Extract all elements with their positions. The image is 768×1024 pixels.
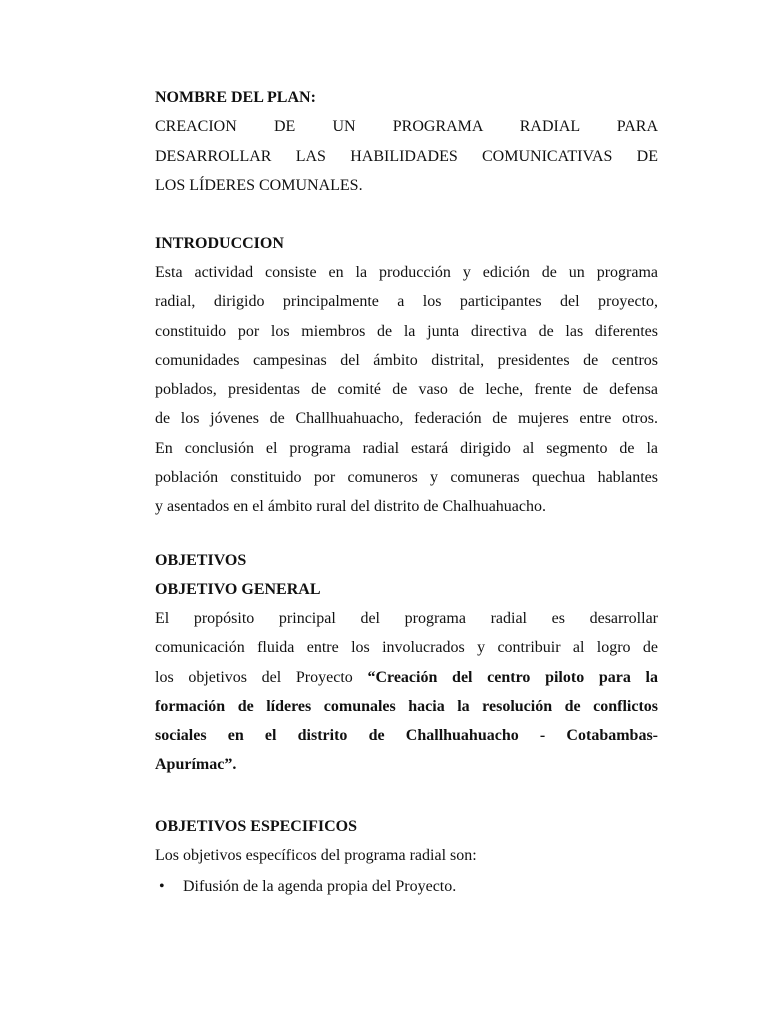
general-line-3-plain: los objetivos del Proyecto [155, 668, 368, 686]
introduccion-body [155, 258, 658, 522]
especificos-section [155, 812, 658, 870]
general-line-6: Apurímac”. [155, 756, 237, 774]
intro-line-8: población constituido por comuneros y comuneras quechua hablantes [155, 469, 658, 487]
intro-line-2: radial, dirigido principalmente a los participantes del proyecto, [155, 293, 658, 311]
plan-section [155, 83, 658, 112]
intro-line-1: Esta actividad consiste en la producción y edición de un programa [155, 264, 658, 281]
intro-line-3: constituido por los miembros de la junta directiva de las diferentes [155, 322, 658, 340]
intro-line-7: En conclusión el programa radial estará dirigido al segmento de la [155, 439, 658, 457]
plan-label: NOMBRE DEL PLAN: [155, 89, 316, 106]
plan-title [155, 112, 658, 201]
general-line-5: sociales en el distrito de Challhuahuacho - Cotabambas- [155, 727, 658, 745]
general-line-1: El propósito principal del programa radial es desarrollar [155, 610, 658, 627]
especificos-heading: OBJETIVOS ESPECIFICOS [155, 818, 357, 835]
intro-line-6: de los jóvenes de Challhuahuacho, federación de mujeres entre otros. [155, 410, 658, 428]
especificos-intro: Los objetivos específicos del programa radial son: [155, 847, 477, 864]
plan-title-line-1: CREACION DE UN PROGRAMA RADIAL PARA [155, 118, 658, 135]
bullet-icon: • [159, 878, 165, 895]
introduccion-heading: INTRODUCCION [155, 235, 284, 252]
objetivo-general-heading: OBJETIVO GENERAL [155, 581, 321, 598]
bullet-text: Difusión de la agenda propia del Proyecto. [183, 878, 457, 895]
general-line-4: formación de líderes comunales hacia la resolución de conflictos [155, 697, 658, 715]
intro-line-9: y asentados en el ámbito rural del distrito de Chalhuahuacho. [155, 498, 546, 516]
intro-line-4: comunidades campesinas del ámbito distrital, presidentes de centros [155, 351, 658, 369]
general-line-2: comunicación fluida entre los involucrados y contribuir al logro de [155, 639, 658, 657]
objetivos-section [155, 546, 658, 604]
plan-title-line-2: DESARROLLAR LAS HABILIDADES COMUNICATIVAS DE [155, 147, 658, 165]
project-title-start: “Creación del centro piloto para la [367, 668, 658, 686]
objetivos-heading: OBJETIVOS [155, 552, 247, 569]
intro-line-5: poblados, presidentas de comité de vaso de leche, frente de defensa [155, 381, 658, 399]
objetivo-general-body [155, 604, 658, 780]
introduccion-section [155, 229, 658, 258]
plan-title-line-3: LOS LÍDERES COMUNALES. [155, 177, 363, 194]
general-line-3 [155, 663, 658, 692]
